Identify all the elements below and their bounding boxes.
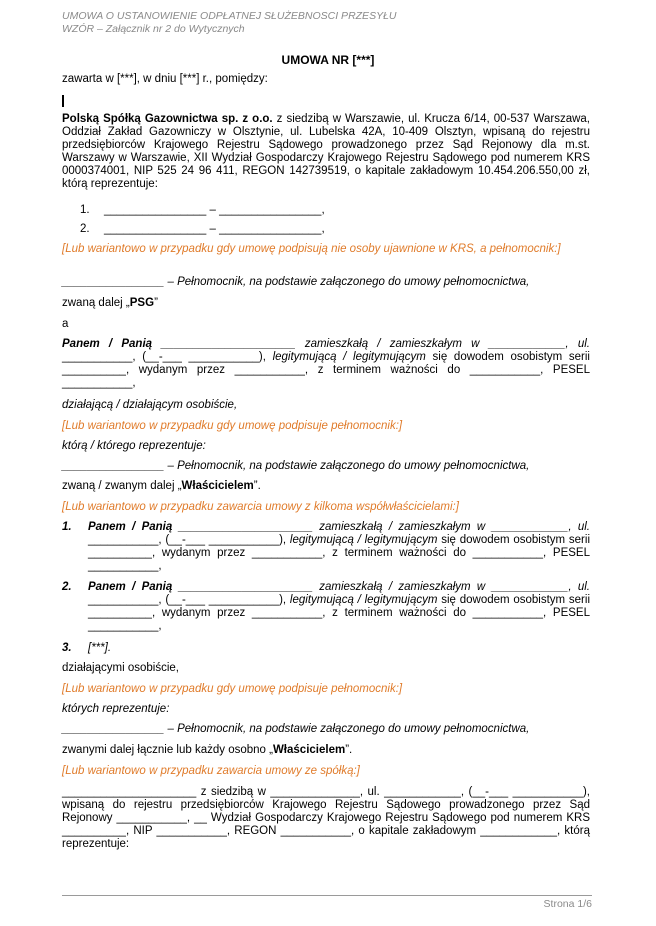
whom-represents: których reprezentuje: [62, 703, 170, 715]
person-salutation: Panem / Panią [62, 338, 153, 350]
rep-number: 1. [80, 204, 90, 216]
footer-divider [62, 895, 592, 896]
intro-text: zawarta w [***], w dniu [***] r., pomiędzy: [62, 73, 268, 85]
coowner-paragraph: Panem / Panią _____________________ zamieszkałą / zamieszkałym w ____________, ul. ___________, (__-___ ___________), legitymującą / legitymującym się dowodem osobistym serii __________, wydanym przez ___________, z terminem ważności do ___________, PESEL ___________, [88, 521, 590, 572]
coowner-number: 2. [62, 581, 72, 593]
called-jointly: zwanymi dalej łącznie lub każdy osobno „Właścicielem”. [62, 744, 353, 756]
page-number: Strona 1/6 [543, 898, 592, 910]
coowner-number: 3. [62, 642, 72, 654]
header-subtitle: WZÓR – Załącznik nr 2 do Wytycznych [62, 22, 245, 35]
acting-personally-plural: działającymi osobiście, [62, 662, 179, 674]
variant-note-proxy-plural: [Lub wariantowo w przypadku gdy umowę podpisuje pełnomocnik:] [62, 683, 403, 695]
proxy-line: ________________ – Pełnomocnik, na podstawie załączonego do umowy pełnomocnictwa, [62, 723, 530, 735]
rep-line: ________________ – ________________, [104, 204, 325, 216]
called-owner: zwaną / zwanym dalej „Właścicielem”. [62, 480, 261, 492]
document-header [62, 10, 397, 35]
text-cursor [62, 95, 64, 107]
variant-note-company: [Lub wariantowo w przypadku zawarcia umowy ze spółką:] [62, 765, 360, 777]
psg-name: Polską Spółką Gazownictwa sp. z o.o. [62, 113, 273, 125]
acting-personally: działającą / działającym osobiście, [62, 399, 238, 411]
coowner-paragraph: Panem / Panią _____________________ zamieszkałą / zamieszkałym w ____________, ul. ___________, (__-___ ___________), legitymującą / legitymującym się dowodem osobistym serii __________, wydanym przez ___________, z terminem ważności do ___________, PESEL ___________, [88, 581, 590, 632]
which-represents: którą / którego reprezentuje: [62, 440, 206, 452]
variant-note-coowners: [Lub wariantowo w przypadku zawarcia umowy z kilkoma współwłaścicielami:] [62, 501, 459, 513]
conjunction-and: a [62, 318, 69, 330]
proxy-line: ________________ – Pełnomocnik, na podstawie załączonego do umowy pełnomocnictwa, [62, 276, 530, 288]
person-paragraph: Panem / Panią _____________________ zamieszkałą / zamieszkałym w ____________, ul. ___________, (__-___ ___________), legitymującą / legitymującym się dowodem osobistym serii __________, wydanym przez ___________, z terminem ważności do ___________, PESEL ___________, [62, 338, 590, 389]
called-psg: zwaną dalej „PSG” [62, 297, 158, 309]
variant-note-owner-proxy: [Lub wariantowo w przypadku gdy umowę podpisuje pełnomocnik:] [62, 420, 403, 432]
header-title: UMOWA O USTANOWIENIE ODPŁATNEJ SŁUŻEBNOSCI PRZESYŁU [62, 10, 397, 22]
company-paragraph: _____________________ z siedzibą w ______________, ul. ____________, (__-___ ___________), wpisaną do rejestru przedsiębiorców Krajowego Rejestru Sądowego prowadzonego przez Sąd Rejonowy ___________, __ Wydział Gospodarczy Krajowego Rejestru Sądowego pod numerem KRS __________, NIP ___________, REGON ___________, o kapitale zakładowym ____________, którą reprezentuje: [62, 786, 590, 850]
proxy-line: ________________ – Pełnomocnik, na podstawie załączonego do umowy pełnomocnictwa, [62, 460, 530, 472]
psg-paragraph: Polską Spółką Gazownictwa sp. z o.o. z siedzibą w Warszawie, ul. Krucza 6/14, 00-537 Warszawa, Oddział Zakład Gazowniczy w Olsztynie, ul. Lubelska 42A, 10-409 Olsztyn, wpisaną do rejestru przedsiębiorców Krajowego Rejestru Sądowego prowadzonego przez Sąd Rejonowy dla m.st. Warszawy w Warszawie, XII Wydział Gospodarczy Krajowego Rejestru Sądowego pod numerem KRS 0000374001, NIP 525 24 96 411, REGON 142739519, o kapitale zakładowym 10.454.206.550,00 zł, którą reprezentuje: [62, 113, 590, 190]
rep-number: 2. [80, 223, 90, 235]
contract-title: UMOWA NR [***] [281, 53, 375, 67]
rep-line: ________________ – ________________, [104, 223, 325, 235]
coowner-placeholder: [***]. [88, 642, 112, 654]
coowner-number: 1. [62, 521, 72, 533]
variant-note-proxy-psg: [Lub wariantowo w przypadku gdy umowę podpisują nie osoby ujawnione w KRS, a pełnomocnik:] [62, 243, 561, 255]
